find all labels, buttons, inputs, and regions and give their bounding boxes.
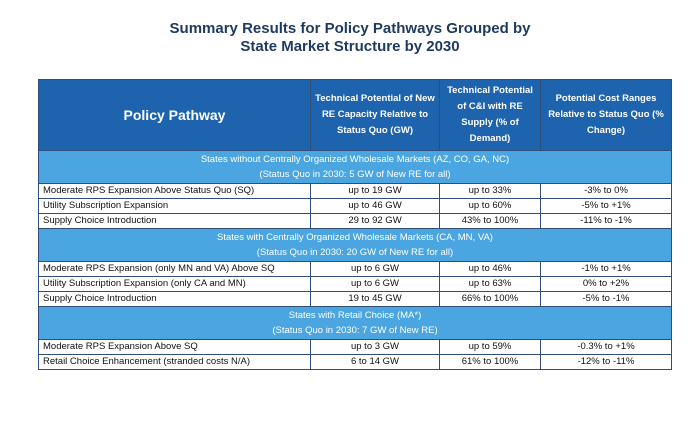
new-re-capacity-cell: up to 3 GW <box>311 340 440 355</box>
column-header-policy-pathway: Policy Pathway <box>39 80 311 151</box>
group-header-row <box>39 151 672 184</box>
table-body <box>39 151 672 370</box>
policy-pathway-cell: Moderate RPS Expansion Above SQ <box>39 340 311 355</box>
group-header-row <box>39 229 672 262</box>
summary-table <box>38 79 672 370</box>
policy-pathway-cell: Supply Choice Introduction <box>39 214 311 229</box>
new-re-capacity-cell: up to 6 GW <box>311 262 440 277</box>
table-row <box>39 184 672 199</box>
group-heading: States without Centrally Organized Wholesale Markets (AZ, CO, GA, NC) <box>200 154 510 165</box>
ci-re-supply-cell: 43% to 100% <box>440 214 541 229</box>
cost-range-cell: -0.3% to +1% <box>541 340 672 355</box>
new-re-capacity-cell: up to 46 GW <box>311 199 440 214</box>
ci-re-supply-cell: 66% to 100% <box>440 292 541 307</box>
column-header-ci-re-supply: Technical Potential of C&I with RE Supply (% of Demand) <box>440 80 541 151</box>
group-heading: States with Centrally Organized Wholesale Markets (CA, MN, VA) <box>217 232 493 243</box>
new-re-capacity-cell: up to 6 GW <box>311 277 440 292</box>
new-re-capacity-cell: 29 to 92 GW <box>311 214 440 229</box>
ci-re-supply-cell: up to 46% <box>440 262 541 277</box>
table-row <box>39 199 672 214</box>
new-re-capacity-cell: up to 19 GW <box>311 184 440 199</box>
ci-re-supply-cell: up to 59% <box>440 340 541 355</box>
new-re-capacity-cell: 6 to 14 GW <box>311 355 440 370</box>
policy-pathway-cell: Moderate RPS Expansion Above Status Quo (SQ) <box>39 184 311 199</box>
ci-re-supply-cell: up to 63% <box>440 277 541 292</box>
title-line-1: Summary Results for Policy Pathways Grouped by <box>169 20 531 37</box>
group-header <box>39 229 672 262</box>
cost-range-cell: 0% to +2% <box>541 277 672 292</box>
cost-range-cell: -1% to +1% <box>541 262 672 277</box>
cost-range-cell: -3% to 0% <box>541 184 672 199</box>
group-header <box>39 151 672 184</box>
group-heading: States with Retail Choice (MA*) <box>288 310 422 321</box>
policy-pathway-cell: Utility Subscription Expansion (only CA and MN) <box>39 277 311 292</box>
table-row <box>39 292 672 307</box>
table-row <box>39 277 672 292</box>
cost-range-cell: -5% to -1% <box>541 292 672 307</box>
table-row <box>39 214 672 229</box>
title-line-2: State Market Structure by 2030 <box>240 38 460 55</box>
header-row <box>39 80 672 151</box>
table-row <box>39 340 672 355</box>
page-title <box>0 20 700 56</box>
group-header <box>39 307 672 340</box>
ci-re-supply-cell: up to 60% <box>440 199 541 214</box>
column-header-cost-ranges: Potential Cost Ranges Relative to Status Quo (% Change) <box>541 80 672 151</box>
cost-range-cell: -12% to -11% <box>541 355 672 370</box>
group-status-quo: (Status Quo in 2030: 5 GW of New RE for all) <box>259 169 451 180</box>
group-status-quo: (Status Quo in 2030: 7 GW of New RE) <box>272 325 438 336</box>
column-header-new-re-capacity: Technical Potential of New RE Capacity Relative to Status Quo (GW) <box>311 80 440 151</box>
table-row <box>39 262 672 277</box>
policy-pathway-cell: Supply Choice Introduction <box>39 292 311 307</box>
cost-range-cell: -5% to +1% <box>541 199 672 214</box>
group-status-quo: (Status Quo in 2030: 20 GW of New RE for all) <box>256 247 454 258</box>
ci-re-supply-cell: up to 33% <box>440 184 541 199</box>
new-re-capacity-cell: 19 to 45 GW <box>311 292 440 307</box>
policy-pathway-cell: Moderate RPS Expansion (only MN and VA) Above SQ <box>39 262 311 277</box>
group-header-row <box>39 307 672 340</box>
cost-range-cell: -11% to -1% <box>541 214 672 229</box>
table-row <box>39 355 672 370</box>
policy-pathway-cell: Retail Choice Enhancement (stranded costs N/A) <box>39 355 311 370</box>
ci-re-supply-cell: 61% to 100% <box>440 355 541 370</box>
policy-pathway-cell: Utility Subscription Expansion <box>39 199 311 214</box>
